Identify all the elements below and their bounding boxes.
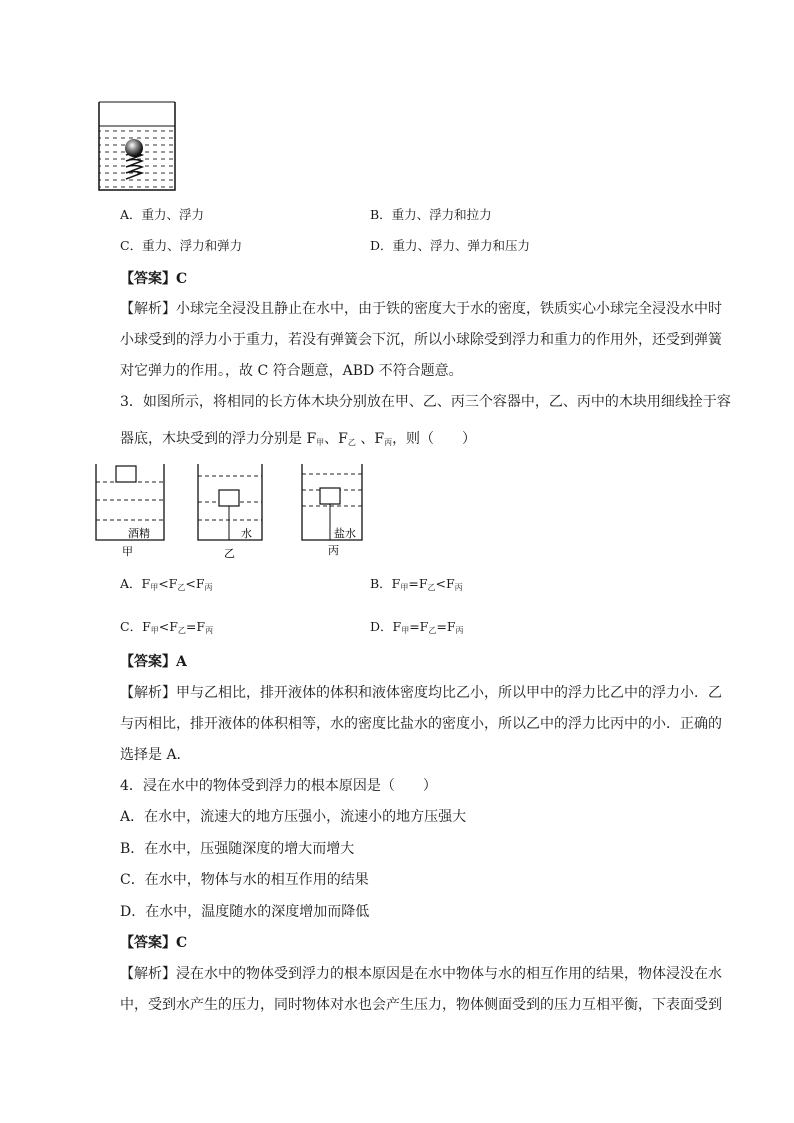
three-containers-figure	[92, 460, 372, 560]
liquid-label-jia: 酒精	[128, 527, 150, 540]
q4-stem: 4．浸在水中的物体受到浮力的根本原因是（ ）	[120, 778, 437, 794]
q3-analysis-line-2: 与丙相比，排开液体的体积相等，水的密度比盐水的密度小，所以乙中的浮力比丙中的小．正确的	[120, 716, 722, 732]
caption-yi: 乙	[224, 547, 235, 560]
q4-answer: 【答案】C	[120, 935, 188, 951]
liquid-label-bing: 盐水	[334, 527, 356, 540]
q2-answer: 【答案】C	[120, 271, 188, 287]
q3-option-c: C．$F_甲<F_乙=F_丙$	[120, 619, 214, 635]
caption-bing: 丙	[328, 544, 339, 557]
q4-analysis-line-2: 中，受到水产生的压力，同时物体对水也会产生压力，物体侧面受到的压力互相平衡，下表面受到	[120, 997, 722, 1013]
q3-stem-line-1: 3．如图所示，将相同的长方体木块分别放在甲、乙、丙三个容器中，乙、丙中的木块用细线拴于容	[120, 394, 731, 410]
spring-ball-figure	[96, 100, 178, 194]
caption-jia: 甲	[122, 545, 133, 558]
q3-option-a: A．$F_甲<F_乙<F_丙$	[120, 576, 213, 592]
q2-option-d: D．重力、浮力、弹力和压力	[370, 238, 531, 253]
liquid-label-yi: 水	[241, 527, 252, 540]
q2-analysis-line-1: 【解析】小球完全浸没且静止在水中，由于铁的密度大于水的密度，铁质实心小球完全浸没水中时	[120, 301, 722, 317]
q3-stem-line-2: 器底，木块受到的浮力分别是 $F_甲$、$F_乙$ 、$F_丙$，则（ ）	[120, 431, 477, 447]
q2-analysis-line-2: 小球受到的浮力小于重力，若没有弹簧会下沉，所以小球除受到浮力和重力的作用外，还受到弹簧	[120, 332, 722, 348]
q2-option-a: A．重力、浮力	[120, 207, 205, 222]
q4-analysis-line-1: 【解析】浸在水中的物体受到浮力的根本原因是在水中物体与水的相互作用的结果，物体浸没在水	[120, 966, 722, 982]
q3-answer: 【答案】A	[120, 654, 187, 670]
q2-analysis-line-3: 对它弹力的作用。，故 C 符合题意，ABD 不符合题意。	[120, 363, 463, 379]
q4-option-c: C．在水中，物体与水的相互作用的结果	[120, 872, 369, 888]
q4-option-a: A．在水中，流速大的地方压强小，流速小的地方压强大	[120, 809, 467, 825]
q3-analysis-line-3: 选择是 A．	[120, 747, 191, 763]
q3-analysis-line-1: 【解析】甲与乙相比，排开液体的体积和液体密度均比乙小，所以甲中的浮力比乙中的浮力小．乙	[120, 685, 722, 701]
container-yi	[198, 464, 262, 540]
q3-option-b: B．$F_甲=F_乙<F_丙$	[370, 576, 463, 592]
q4-option-b: B．在水中，压强随深度的增大而增大	[120, 841, 355, 857]
q2-option-c: C．重力、浮力和弹力	[120, 238, 243, 253]
q4-option-d: D．在水中，温度随水的深度增加而降低	[120, 904, 370, 920]
q2-option-b: B．重力、浮力和拉力	[370, 207, 492, 222]
q3-option-d: D．$F_甲=F_乙=F_丙$	[370, 619, 464, 635]
